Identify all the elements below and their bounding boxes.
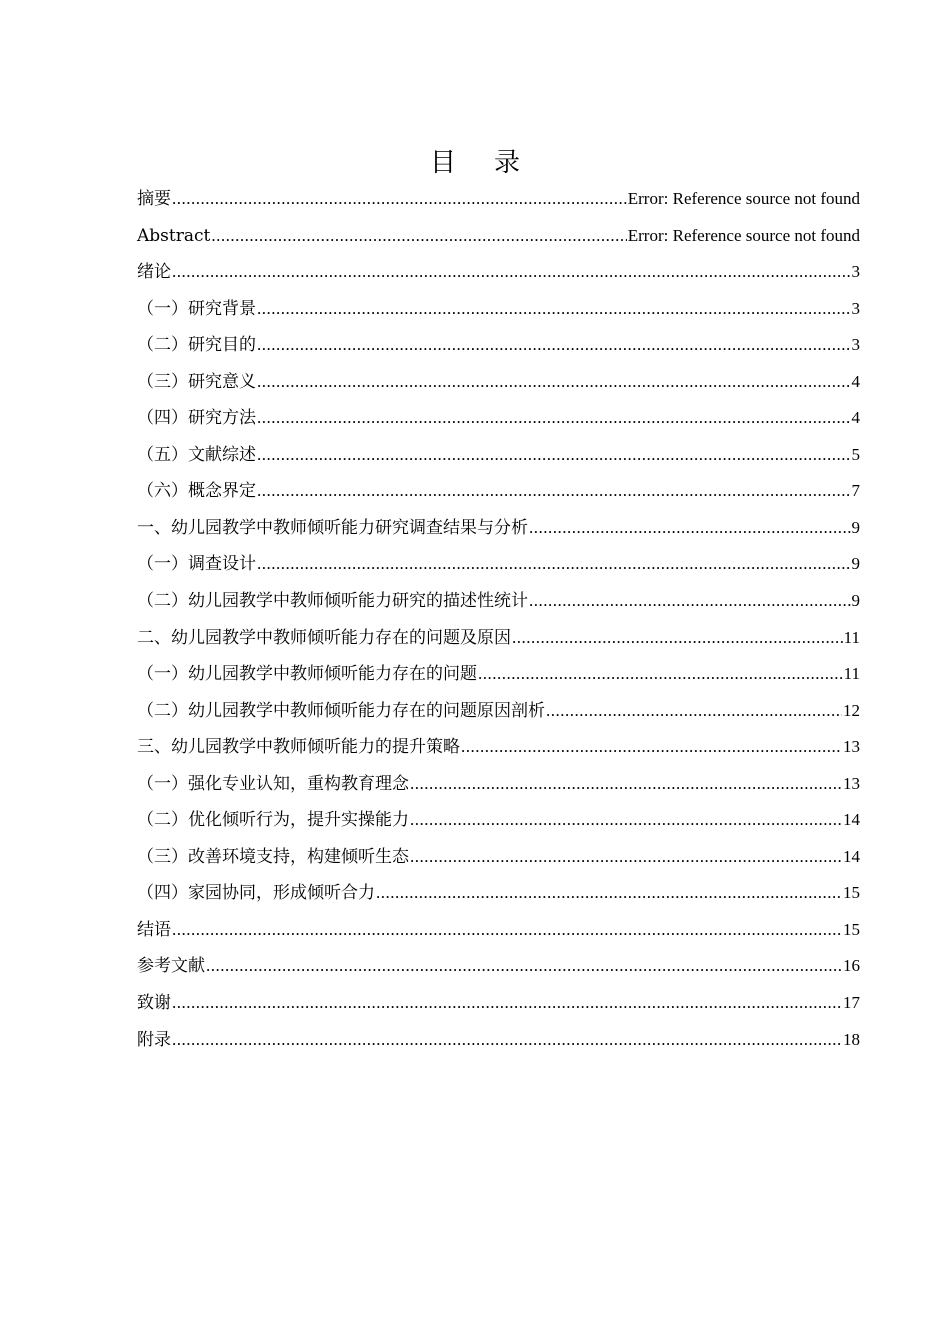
toc-entry[interactable] xyxy=(137,218,860,255)
toc-entry-label: （五）文献综述 xyxy=(137,444,256,465)
toc-dot-leader xyxy=(461,729,842,766)
toc-entry-label: Abstract xyxy=(137,225,211,246)
toc-dot-leader xyxy=(257,473,851,510)
toc-entry-label: 参考文献 xyxy=(137,956,205,977)
toc-entry-label: （二）幼儿园教学中教师倾听能力研究的描述性统计 xyxy=(137,591,528,612)
toc-entry[interactable] xyxy=(137,327,860,364)
toc-entry-page: 13 xyxy=(843,773,860,793)
toc-entry-label: 一、幼儿园教学中教师倾听能力研究调查结果与分析 xyxy=(137,517,528,538)
toc-entry[interactable] xyxy=(137,875,860,912)
toc-dot-leader xyxy=(257,327,851,364)
toc-entry[interactable] xyxy=(137,985,860,1022)
toc-entry-label: 结语 xyxy=(137,919,171,940)
toc-entry-page: 7 xyxy=(851,481,860,501)
toc-dot-leader xyxy=(172,181,627,218)
toc-dot-leader xyxy=(206,948,842,985)
toc-dot-leader xyxy=(172,1022,842,1059)
toc-entry[interactable] xyxy=(137,181,860,218)
toc-entry-label: （二）研究目的 xyxy=(137,335,256,356)
toc-entry-page: 4 xyxy=(851,408,860,428)
toc-entry[interactable] xyxy=(137,254,860,291)
toc-entry-label: 二、幼儿园教学中教师倾听能力存在的问题及原因 xyxy=(137,627,511,648)
toc-entry[interactable] xyxy=(137,948,860,985)
toc-entry[interactable] xyxy=(137,510,860,547)
toc-entry-label: 附录 xyxy=(137,1029,171,1050)
toc-entry-label: （一）调查设计 xyxy=(137,554,256,575)
toc-entry-page: 3 xyxy=(851,262,860,282)
toc-entry-page: 4 xyxy=(851,371,860,391)
toc-entry-label: （三）研究意义 xyxy=(137,371,256,392)
toc-entry[interactable] xyxy=(137,693,860,730)
toc-entry[interactable] xyxy=(137,583,860,620)
toc-entry-page: 9 xyxy=(851,554,860,574)
toc-entry-label: （四）研究方法 xyxy=(137,408,256,429)
toc-dot-leader xyxy=(512,620,843,657)
toc-entry-label: 摘要 xyxy=(137,189,171,209)
toc-entry[interactable] xyxy=(137,437,860,474)
toc-entry-page: 9 xyxy=(851,591,860,611)
toc-entry-page: Error: Reference source not found xyxy=(627,189,860,208)
toc-entry-label: （一）强化专业认知，重构教育理念 xyxy=(137,773,409,794)
toc-entry-page: 17 xyxy=(843,993,860,1013)
toc-entry[interactable] xyxy=(137,546,860,583)
toc-entry-label: 三、幼儿园教学中教师倾听能力的提升策略 xyxy=(137,737,460,758)
toc-entry-page: 3 xyxy=(851,335,860,355)
toc-entry[interactable] xyxy=(137,400,860,437)
toc-entry-page: 11 xyxy=(843,664,860,684)
toc-dot-leader xyxy=(478,656,843,693)
toc-entry[interactable] xyxy=(137,729,860,766)
toc-entry-page: 16 xyxy=(843,956,860,976)
toc-dot-leader xyxy=(376,875,842,912)
toc-entry[interactable] xyxy=(137,912,860,949)
toc-dot-leader xyxy=(257,400,851,437)
toc-entry-label: 绪论 xyxy=(137,262,171,283)
toc-dot-leader xyxy=(172,985,842,1022)
toc-entry-label: （二）优化倾听行为，提升实操能力 xyxy=(137,810,409,831)
toc-entry-label: 致谢 xyxy=(137,993,171,1014)
toc-entry-label: （一）幼儿园教学中教师倾听能力存在的问题 xyxy=(137,664,477,685)
toc-entry-page: 15 xyxy=(843,883,860,903)
toc-dot-leader xyxy=(257,364,851,401)
toc-dot-leader xyxy=(410,802,842,839)
toc-entry-page: 15 xyxy=(843,919,860,939)
toc-entry-page: 9 xyxy=(851,517,860,537)
toc-dot-leader xyxy=(257,291,851,328)
toc-entry-page: 14 xyxy=(843,846,860,866)
toc-entry-page: Error: Reference source not found xyxy=(627,225,860,245)
toc-entry-page: 14 xyxy=(843,810,860,830)
toc-entry[interactable] xyxy=(137,620,860,657)
toc-entry-page: 12 xyxy=(843,700,860,720)
toc-entry[interactable] xyxy=(137,1022,860,1059)
toc-entry[interactable] xyxy=(137,766,860,803)
toc-entry[interactable] xyxy=(137,364,860,401)
toc-entry-label: （四）家园协同，形成倾听合力 xyxy=(137,883,375,904)
toc-list xyxy=(137,181,860,1058)
toc-entry[interactable] xyxy=(137,802,860,839)
toc-dot-leader xyxy=(410,839,842,876)
toc-dot-leader xyxy=(211,218,626,255)
toc-entry-label: （六）概念界定 xyxy=(137,481,256,502)
toc-dot-leader xyxy=(172,912,842,949)
toc-entry[interactable] xyxy=(137,473,860,510)
toc-entry-page: 18 xyxy=(843,1029,860,1049)
toc-dot-leader xyxy=(529,583,851,620)
toc-dot-leader xyxy=(410,766,842,803)
toc-dot-leader xyxy=(529,510,851,547)
toc-entry-label: （三）改善环境支持，构建倾听生态 xyxy=(137,846,409,867)
toc-title-char-2: 录 xyxy=(494,148,521,178)
toc-dot-leader xyxy=(257,546,851,583)
toc-dot-leader xyxy=(546,693,842,730)
toc-entry[interactable] xyxy=(137,291,860,328)
toc-entry-page: 11 xyxy=(843,627,860,647)
toc-entry-label: （一）研究背景 xyxy=(137,298,256,319)
toc-entry-page: 3 xyxy=(851,298,860,318)
toc-dot-leader xyxy=(257,437,851,474)
toc-entry-page: 13 xyxy=(843,737,860,757)
toc-title-char-1: 目 xyxy=(429,148,456,178)
toc-dot-leader xyxy=(172,254,851,291)
toc-title xyxy=(0,146,950,180)
toc-entry[interactable] xyxy=(137,839,860,876)
toc-entry-label: （二）幼儿园教学中教师倾听能力存在的问题原因剖析 xyxy=(137,700,545,721)
toc-entry-page: 5 xyxy=(851,444,860,464)
toc-entry[interactable] xyxy=(137,656,860,693)
